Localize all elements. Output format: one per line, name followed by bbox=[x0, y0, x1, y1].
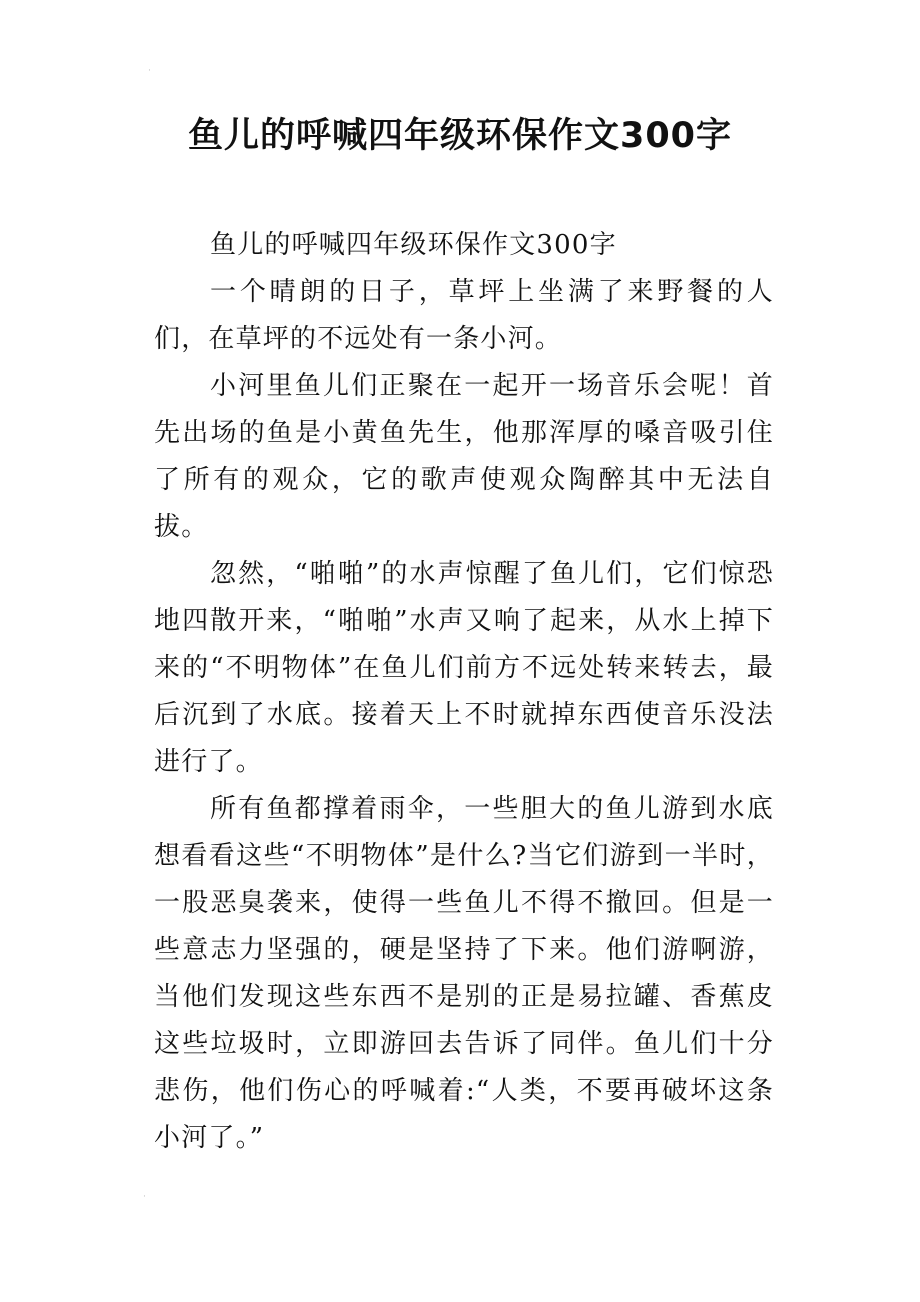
paragraph: 所有鱼都撑着雨伞，一些胆大的鱼儿游到水底想看看这些“不明物体”是什么?当它们游到一半时，一股恶臭袭来，使得一些鱼儿不得不撤回。但是一些意志力坚强的，硬是坚持了下来。他们游啊游，当他们发现这些东西不是别的正是易拉罐、香蕉皮这些垃圾时，立即游回去告诉了同伴。鱼儿们十分悲伤，他们伤心的呼喊着:“人类，不要再破坏这条小河了。” bbox=[154, 794, 774, 1153]
paragraph: 一个晴朗的日子，草坪上坐满了来野餐的人们，在草坪的不远处有一条小河。 bbox=[154, 277, 774, 354]
article-body bbox=[154, 222, 774, 1162]
paragraph: 忽然，“啪啪”的水声惊醒了鱼儿们，它们惊恐地四散开来，“啪啪”水声又响了起来，从水上掉下来的“不明物体”在鱼儿们前方不远处转来转去，最后沉到了水底。接着天上不时就掉东西使音乐没法进行了。 bbox=[154, 559, 774, 777]
corner-mark: · bbox=[148, 66, 151, 76]
corner-mark: · bbox=[143, 1192, 146, 1202]
page-title: 鱼儿的呼喊四年级环保作文300字 bbox=[187, 116, 733, 156]
paragraph-subtitle: 鱼儿的呼喊四年级环保作文300字 bbox=[210, 230, 617, 260]
paragraph: 小河里鱼儿们正聚在一起开一场音乐会呢！首先出场的鱼是小黄鱼先生，他那浑厚的嗓音吸引住了所有的观众，它的歌声使观众陶醉其中无法自拔。 bbox=[154, 371, 774, 542]
